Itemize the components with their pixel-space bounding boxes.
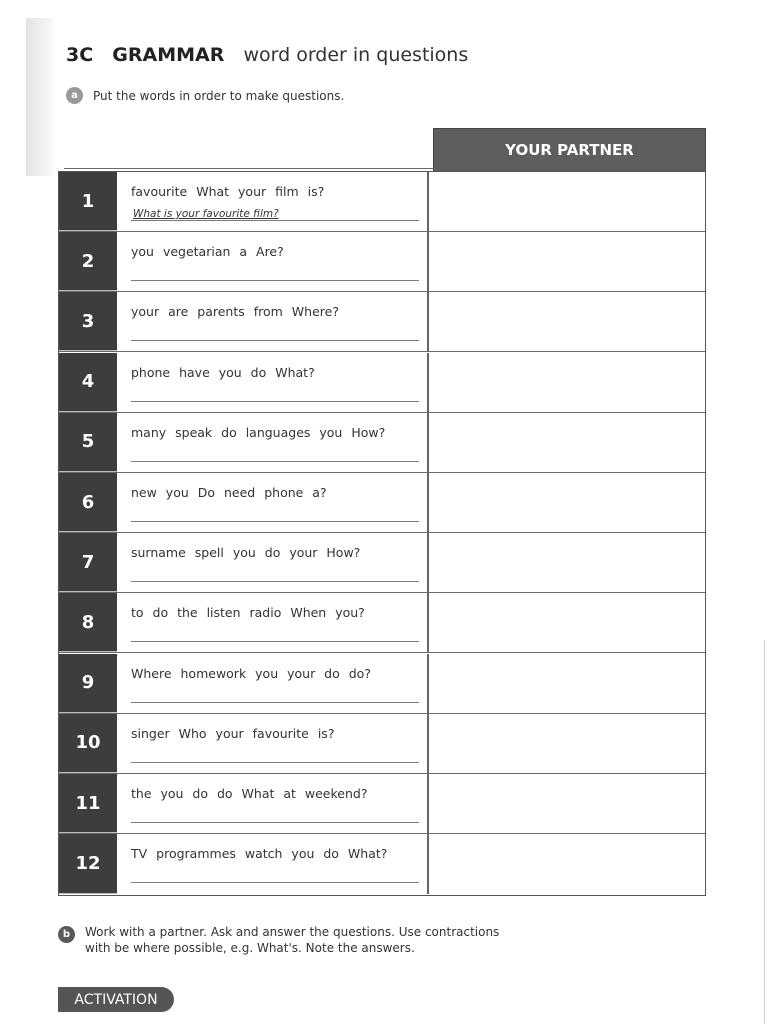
scrambled-words: new you Do need phone a?	[131, 485, 327, 500]
questions-table	[58, 171, 706, 896]
table-row	[59, 353, 705, 413]
table-row	[59, 413, 705, 473]
partner-answer-cell[interactable]	[429, 714, 705, 773]
scrambled-words: to do the listen radio When you?	[131, 605, 365, 621]
scrambled-words: you vegetarian a Are?	[131, 244, 284, 260]
partner-answer-cell[interactable]	[429, 533, 705, 592]
table-row	[59, 774, 705, 834]
scrambled-words: singer Who your favourite is?	[131, 725, 335, 741]
table-row	[59, 473, 705, 533]
scrambled-words: the you do do What at weekend?	[131, 786, 368, 801]
answer-line	[131, 401, 419, 402]
row-number: 3	[59, 292, 117, 351]
row-number: 11	[59, 774, 117, 833]
table-row	[59, 533, 705, 593]
answer-line	[131, 461, 419, 462]
partner-answer-cell[interactable]	[429, 654, 705, 713]
row-number: 12	[59, 834, 117, 894]
partner-answer-cell[interactable]	[429, 473, 705, 532]
instruction-b	[58, 924, 525, 956]
answer-line	[131, 340, 419, 341]
partner-answer-cell[interactable]	[429, 232, 705, 291]
section-label: GRAMMAR	[112, 44, 225, 66]
row-number: 2	[59, 232, 117, 291]
answer-text[interactable]: What is your favourite film?	[133, 208, 279, 220]
instruction-a-text: Put the words in order to make questions.	[93, 88, 345, 103]
answer-line	[131, 822, 419, 823]
page-title	[66, 44, 468, 66]
scrambled-words: your are parents from Where?	[131, 304, 339, 320]
partner-answer-cell[interactable]	[429, 172, 705, 231]
table-row	[59, 593, 705, 653]
row-number: 6	[59, 473, 117, 532]
answer-line	[131, 521, 419, 522]
answer-line	[131, 581, 419, 582]
topic-label: word order in questions	[243, 44, 469, 66]
partner-column-header: YOUR PARTNER	[433, 128, 706, 172]
answer-line	[131, 762, 419, 763]
instruction-a-badge: a	[66, 87, 83, 104]
table-row	[59, 654, 705, 714]
instruction-b-badge: b	[58, 926, 75, 943]
scrambled-words: many speak do languages you How?	[131, 424, 386, 440]
row-number: 10	[59, 714, 117, 773]
table-row	[59, 292, 705, 352]
answer-line	[131, 280, 419, 281]
scrambled-words: TV programmes watch you do What?	[131, 846, 388, 862]
answer-line	[131, 882, 419, 883]
row-number: 4	[59, 353, 117, 412]
instruction-a	[66, 87, 344, 104]
partner-answer-cell[interactable]	[429, 834, 705, 894]
unit-code: 3C	[66, 44, 94, 66]
page-fold-line	[764, 640, 765, 1024]
table-row	[59, 232, 705, 292]
table-top-rule	[64, 168, 434, 169]
partner-answer-cell[interactable]	[429, 593, 705, 652]
partner-answer-cell[interactable]	[429, 292, 705, 351]
partner-answer-cell[interactable]	[429, 353, 705, 412]
activation-label: ACTIVATION	[58, 987, 174, 1012]
scrambled-words: Where homework you your do do?	[131, 665, 371, 681]
row-number: 7	[59, 533, 117, 592]
partner-answer-cell[interactable]	[429, 413, 705, 472]
table-row	[59, 714, 705, 774]
answer-line	[131, 702, 419, 703]
instruction-b-text: Work with a partner. Ask and answer the questions. Use contractions with be where possible, e.g. What's. Note the answers.	[85, 925, 500, 955]
answer-line	[131, 220, 419, 221]
row-number: 9	[59, 654, 117, 713]
scrambled-words: favourite What your film is?	[131, 184, 325, 199]
row-number: 8	[59, 593, 117, 652]
scrambled-words: surname spell you do your How?	[131, 545, 361, 561]
row-number: 5	[59, 413, 117, 472]
scrambled-words: phone have you do What?	[131, 364, 315, 380]
answer-line	[131, 641, 419, 642]
table-row	[59, 172, 705, 232]
partner-answer-cell[interactable]	[429, 774, 705, 833]
page-edge-shadow	[26, 18, 56, 176]
row-number: 1	[59, 172, 117, 231]
table-row	[59, 834, 705, 894]
